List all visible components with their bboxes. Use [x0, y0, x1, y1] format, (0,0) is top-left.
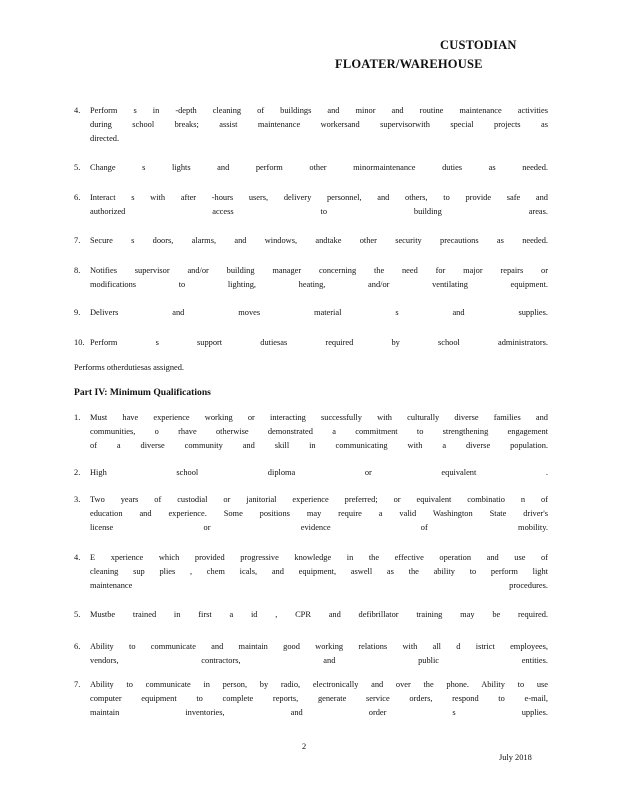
qualification-text-line: Must have experience working or interacting successfully with culturally diverse families and [90, 413, 548, 422]
document-title-line-2: FLOATER/WAREHOUSE [335, 57, 483, 71]
qualification-text-line: of a diverse community and skill in communicating with a diverse population. [90, 441, 548, 450]
document-title-line-1: CUSTODIAN [440, 38, 517, 52]
qualification-text-line: maintenance procedures. [90, 581, 548, 590]
qualification-number: 5. [74, 610, 81, 619]
page-number: 2 [302, 742, 307, 751]
qualification-text-line: maintain inventories, and order s upplies. [90, 708, 548, 717]
qualification-text-line: Two years of custodial or janitorial experience preferred; or equivalent combinatio n of [90, 495, 548, 504]
duty-text [90, 264, 548, 292]
qualification-text-line: license or evidence of mobility. [90, 523, 548, 532]
qualification-text [90, 551, 548, 593]
qualification-text-line: computer equipment to complete reports, generate service orders, respond to e-mail, [90, 694, 548, 703]
qualification-text-line: vendors, contractors, and public entities. [90, 656, 548, 665]
duty-text [90, 191, 548, 219]
duty-number: 8. [74, 266, 81, 275]
duty-text-line: Delivers and moves material s and supplies. [90, 308, 548, 317]
qualification-text [90, 678, 548, 720]
qualification-text-line: High school diploma or equivalent . [90, 468, 548, 477]
duty-text [90, 306, 548, 320]
duty-text-line: directed. [90, 134, 120, 143]
section-heading: Part IV: Minimum Qualifications [74, 387, 211, 398]
qualification-number: 6. [74, 642, 81, 651]
duty-text-line: Interact s with after -hours users, delivery personnel, and others, to provide safe and [90, 193, 548, 202]
duty-number: 10. [74, 338, 85, 347]
qualification-text-line: Mustbe trained in first a id , CPR and defibrillator training may be required. [90, 610, 548, 619]
qualification-number: 2. [74, 468, 81, 477]
duty-text [90, 104, 548, 146]
other-duties-text: Performs otherdutiesas assigned. [74, 363, 185, 372]
duty-number: 6. [74, 193, 81, 202]
duty-text-line: modifications to lighting, heating, and/or ventilating equipment. [90, 280, 548, 289]
duty-text [90, 234, 548, 248]
qualification-text [90, 411, 548, 453]
qualification-number: 4. [74, 553, 81, 562]
qualification-text [90, 608, 548, 622]
qualification-text-line: education and experience. Some positions may require a valid Washington State driver's [90, 509, 548, 518]
duty-text-line: Perform s in -depth cleaning of buildings and minor and routine maintenance activities [90, 106, 548, 115]
qualification-text [90, 640, 548, 668]
duty-text-line: during school breaks; assist maintenance workersand supervisorwith special projects as [90, 120, 548, 129]
duty-number: 4. [74, 106, 81, 115]
qualification-text-line: Ability to communicate and maintain good working relations with all d istrict employees, [90, 642, 548, 651]
duty-text [90, 161, 548, 175]
qualification-text [90, 466, 548, 480]
duty-text-line: Perform s support dutiesas required by school administrators. [90, 338, 548, 347]
qualification-text-line: Ability to communicate in person, by radio, electronically and over the phone. Ability to use [90, 680, 548, 689]
duty-text-line: Change s lights and perform other minormaintenance duties as needed. [90, 163, 548, 172]
qualification-text-line: cleaning sup plies , chem icals, and equipment, aswell as the ability to perform light [90, 567, 548, 576]
duty-number: 7. [74, 236, 81, 245]
footer-date: July 2018 [499, 753, 532, 762]
duty-text-line: Notifies supervisor and/or building manager concerning the need for major repairs or [90, 266, 548, 275]
qualification-text-line: E xperience which provided progressive knowledge in the effective operation and use of [90, 553, 548, 562]
qualification-number: 1. [74, 413, 81, 422]
duty-text-line: Secure s doors, alarms, and windows, andtake other security precautions as needed. [90, 236, 548, 245]
qualification-number: 3. [74, 495, 81, 504]
qualification-number: 7. [74, 680, 81, 689]
qualification-text [90, 493, 548, 535]
duty-text-line: authorized access to building areas. [90, 207, 548, 216]
duty-number: 5. [74, 163, 81, 172]
duty-number: 9. [74, 308, 81, 317]
duty-text [90, 336, 548, 350]
qualification-text-line: communities, o rhave otherwise demonstrated a commitment to strengthening engagement [90, 427, 548, 436]
